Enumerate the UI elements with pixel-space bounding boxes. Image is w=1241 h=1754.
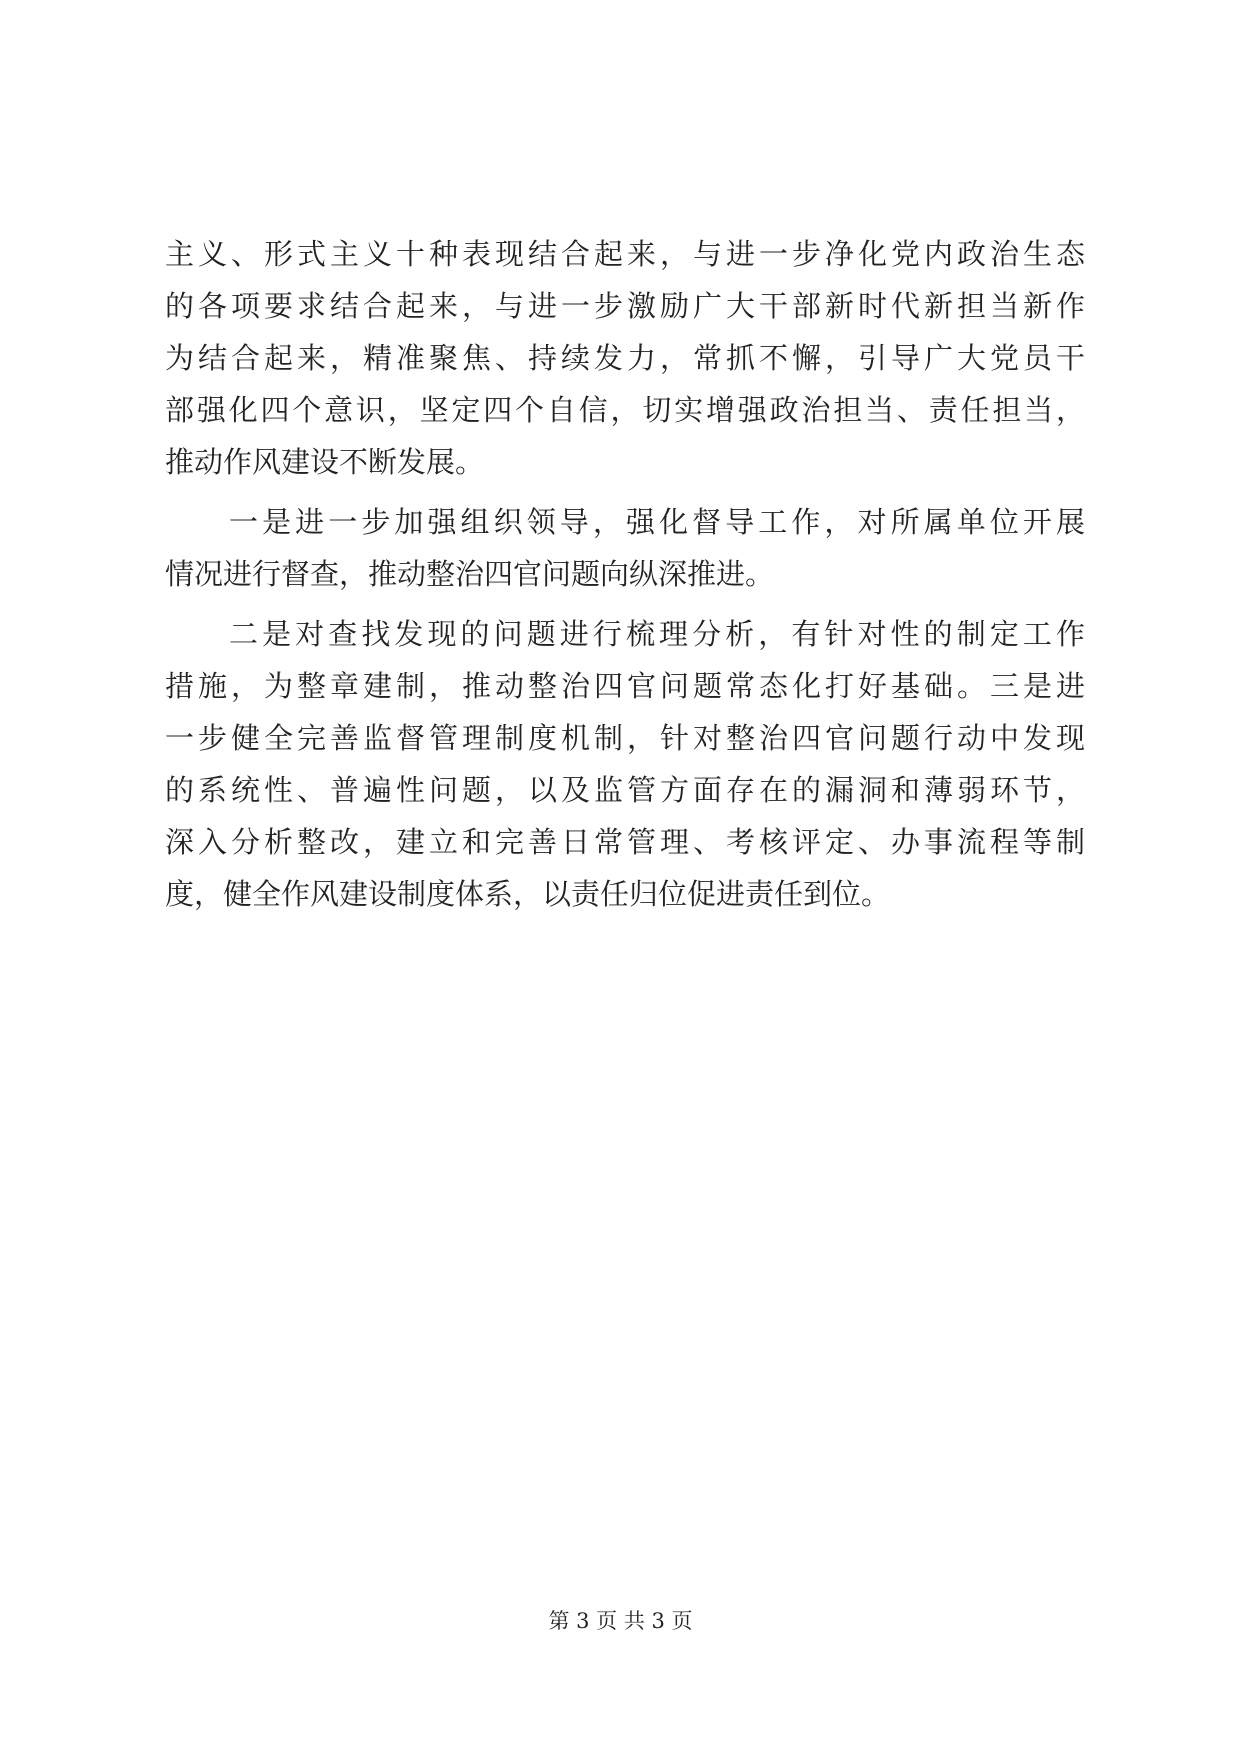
paragraph [165, 228, 1085, 488]
text-line: 二是对查找发现的问题进行梳理分析，有针对性的制定工作 [229, 617, 1085, 651]
text-line: 的各项要求结合起来，与进一步激励广大干部新时代新担当新作 [165, 289, 1085, 323]
paragraph [165, 608, 1085, 920]
text-line: 的系统性、普遍性问题，以及监管方面存在的漏洞和薄弱环节， [165, 773, 1085, 807]
text-line: 为结合起来，精准聚焦、持续发力，常抓不懈，引导广大党员干 [165, 341, 1085, 375]
text-line: 深入分析整改，建立和完善日常管理、考核评定、办事流程等制 [165, 825, 1085, 859]
text-line: 推动作风建设不断发展。 [165, 445, 485, 479]
text-line: 部强化四个意识，坚定四个自信，切实增强政治担当、责任担当， [165, 393, 1085, 427]
text-line: 度，健全作风建设制度体系，以责任归位促进责任到位。 [165, 877, 891, 911]
text-line: 措施，为整章建制，推动整治四官问题常态化打好基础。三是进 [165, 669, 1085, 703]
page-number-footer: 第 3 页 共 3 页 [548, 1609, 693, 1633]
body-text [165, 228, 1085, 920]
paragraph [165, 496, 1085, 600]
text-line: 一是进一步加强组织领导，强化督导工作，对所属单位开展 [229, 505, 1085, 539]
text-line: 主义、形式主义十种表现结合起来，与进一步净化党内政治生态 [165, 237, 1085, 271]
text-line: 一步健全完善监督管理制度机制，针对整治四官问题行动中发现 [165, 721, 1085, 755]
text-line: 情况进行督查，推动整治四官问题向纵深推进。 [165, 557, 775, 591]
